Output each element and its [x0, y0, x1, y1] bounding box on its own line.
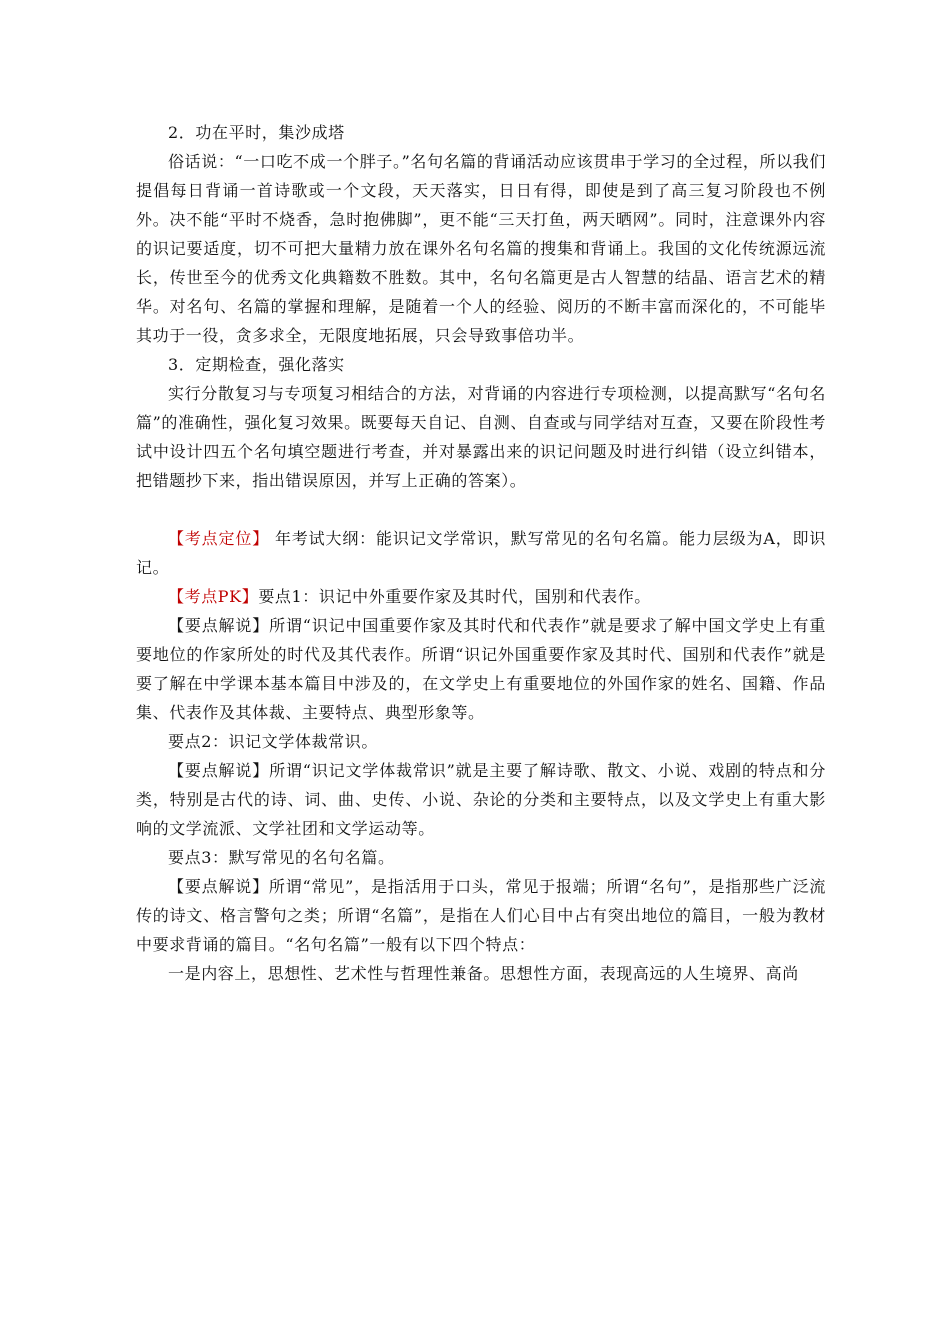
section-2-heading: 2．功在平时，集沙成塔	[168, 123, 345, 142]
point-2: 要点2：识记文学体裁常识。	[168, 732, 378, 751]
jieshuo-2-paragraph	[136, 756, 826, 843]
jieshuo-1-text: 所谓“识记中国重要作家及其时代和代表作”就是要求了解中国文学史上有重要地位的作家所处的时代及其代表作。所谓“识记外国重要作家及其时代、国别和代表作”就是要了解在中学课本基本篇目中涉及的，在文学史上有重要地位的外国作家的姓名、国籍、作品集、代表作及其体裁、主要特点、典型形象等。	[136, 616, 826, 722]
kaodian-paragraph	[136, 524, 826, 582]
kaodian-text: 年考试大纲：能识记文学常识，默写常见的名句名篇。能力层级为A，即识记。	[136, 529, 826, 577]
pk-text: 要点1：识记中外重要作家及其时代，国别和代表作。	[258, 587, 651, 606]
jieshuo-2-text: 所谓“识记文学体裁常识”就是主要了解诗歌、散文、小说、戏剧的特点和分类，特别是古代的诗、词、曲、史传、小说、杂论的分类和主要特点，以及文学史上有重大影响的文学流派、文学社团和文学运动等。	[136, 761, 826, 838]
kaodian-label: 【考点定位】	[168, 529, 270, 548]
document-body	[136, 118, 826, 988]
jieshuo-1-paragraph	[136, 611, 826, 727]
section-3-paragraph: 实行分散复习与专项复习相结合的方法，对背诵的内容进行专项检测，以提高默写“名句名篇”的准确性，强化复习效果。既要每天自记、自测、自查或与同学结对互查，又要在阶段性考试中设计四五个名句填空题进行考查，并对暴露出来的识记问题及时进行纠错（设立纠错本，把错题抄下来，指出错误原因，并写上正确的答案）。	[136, 384, 826, 490]
section-2-paragraph: 俗话说：“一口吃不成一个胖子。”名句名篇的背诵活动应该贯串于学习的全过程，所以我们提倡每日背诵一首诗歌或一个文段，天天落实，日日有得，即使是到了高三复习阶段也不例外。决不能“平时不烧香，急时抱佛脚”，更不能“三天打鱼，两天晒网”。同时，注意课外内容的识记要适度，切不可把大量精力放在课外名句名篇的搜集和背诵上。我国的文化传统源远流长，传世至今的优秀文化典籍数不胜数。其中，名句名篇更是古人智慧的结晶、语言艺术的精华。对名句、名篇的掌握和理解，是随着一个人的经验、阅历的不断丰富而深化的，不可能毕其功于一役，贪多求全，无限度地拓展，只会导致事倍功半。	[136, 152, 826, 345]
pk-paragraph	[136, 582, 826, 611]
point-3: 要点3：默写常见的名句名篇。	[168, 848, 395, 867]
pk-label: 【考点PK】	[168, 587, 259, 606]
last-paragraph: 一是内容上，思想性、艺术性与哲理性兼备。思想性方面，表现高远的人生境界、高尚	[168, 964, 799, 983]
jieshuo-2-label: 【要点解说】	[168, 761, 270, 780]
jieshuo-3-text: 所谓“常见”，是指活用于口头，常见于报端；所谓“名句”，是指那些广泛流传的诗文、格言警句之类；所谓“名篇”，是指在人们心目中占有突出地位的篇目，一般为教材中要求背诵的篇目。“名句名篇”一般有以下四个特点：	[136, 877, 826, 954]
jieshuo-3-paragraph	[136, 872, 826, 959]
jieshuo-3-label: 【要点解说】	[168, 877, 269, 896]
jieshuo-1-label: 【要点解说】	[168, 616, 270, 635]
section-3-heading: 3．定期检查，强化落实	[168, 355, 345, 374]
paragraph-gap	[136, 495, 826, 524]
